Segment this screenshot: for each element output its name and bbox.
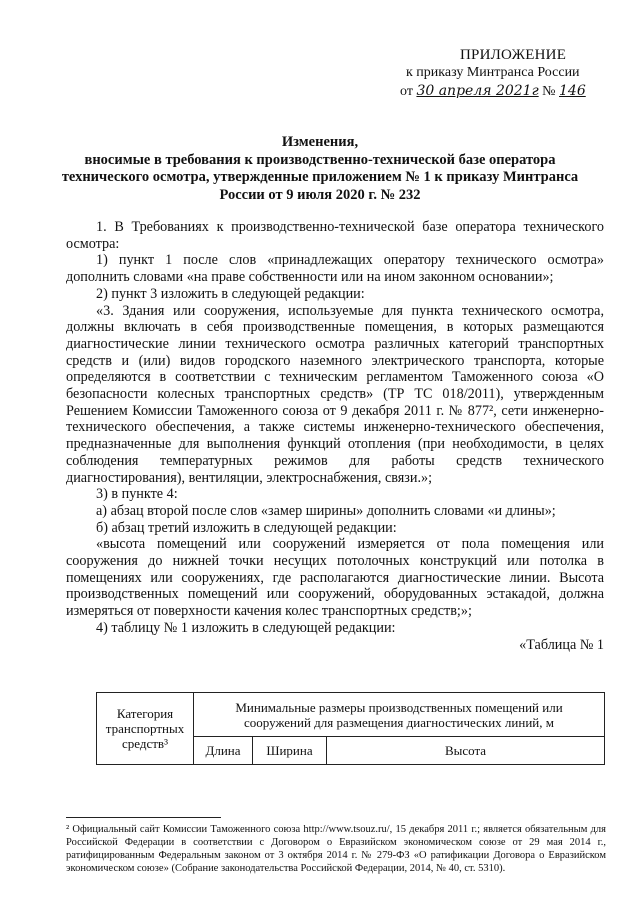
footnote: ² Официальный сайт Комиссии Таможенного союза http://www.tsouz.ru/, 15 декабря 2011 г.; является обязательным для Российской Федерации в соответствии с Договором о Евразийском экономическом союзе от 29 мая 2014 г., ратифицированным Федеральным законом от 3 октября 2014 г. № 279-ФЗ «О ратификации Договора о Евразийском экономическом союзе» (Собрание законодательства Российской Федерации, 2014, № 40, ст. 5310). [66,824,606,874]
paragraph: 3) в пункте 4: [96,486,178,503]
col-category-header: Категория транспортных средств³ [97,693,194,765]
appendix-title: ПРИЛОЖЕНИЕ [460,47,567,63]
heading-line: технического осмотра, утвержденные приложением № 1 к приказу Минтранса [61,169,579,185]
paragraph: «3. Здания или сооружения, используемые для пункта технического осмотра, должны включать в себя производственные помещения, в которых размещаются диагностические линии технического осмотра различных категорий транспортных средств и (или) видов городского наземного электрического транспорта, которые определяются в соответствии с техническим регламентом Таможенного союза «О безопасности колесных транспортных средств» (ТР ТС 018/2011), утвержденным Решением Комиссии Таможенного союза от 9 декабря 2011 г. № 877², сети инженерно-технического обеспечения, а также системы инженерно-технического обеспечения, предназначенные для выполнения функций отопления (при необходимости, в целях соблюдения температурных режимов для работы средств технического диагностирования), вентиляции, электроснабжения, связи.»; [66,302,604,486]
paragraph: «высота помещений или сооружений измеряется от пола помещения или сооружения до нижней точки несущих потолочных конструкций или потолка в помещениях или сооружениях, где располагаются диагностические линии. Высота производственных помещений или сооружений, оборудованных эстакадой, должна измеряться от поверхности качения колес транспортных средств;»; [66,536,604,620]
heading-line: Изменения, [281,134,359,150]
paragraph: 1) пункт 1 после слов «принадлежащих оператору технического осмотра» дополнить словами «на праве собственности или на ином законном основании»; [66,252,604,286]
handwritten-date: 30 апреля 2021г [416,83,539,99]
number-prefix: № [542,84,556,99]
col-width-header: Ширина [253,737,327,765]
col-height-header: Высота [327,737,605,765]
paragraph: а) абзац второй после слов «замер ширины» дополнить словами «и длины»; [96,502,556,519]
appendix-date-line [392,82,612,101]
heading-line: России от 9 июля 2020 г. № 232 [219,186,421,203]
document-body [66,219,604,653]
appendix-block [392,46,612,101]
handwritten-number: 146 [559,83,586,99]
appendix-order-line: к приказу Минтранса России [406,65,580,80]
document-heading [40,134,600,204]
group-header: Минимальные размеры производственных помещений или сооружений для размещения диагностических линий, м [194,693,605,737]
paragraph: 4) таблицу № 1 изложить в следующей редакции: [96,619,396,636]
paragraph: 1. В Требованиях к производственно-технической базе оператора технического осмотра: [66,219,604,252]
footnote-divider [66,817,221,818]
col-length-header: Длина [194,737,253,765]
date-prefix: от [400,84,413,99]
paragraph: 2) пункт 3 изложить в следующей редакции: [96,285,365,302]
heading-line: вносимые в требования к производственно-технической базе оператора [84,151,556,168]
paragraph: б) абзац третий изложить в следующей редакции: [96,519,397,536]
table-caption: «Таблица № 1 [519,636,604,653]
dimensions-table [96,692,605,765]
